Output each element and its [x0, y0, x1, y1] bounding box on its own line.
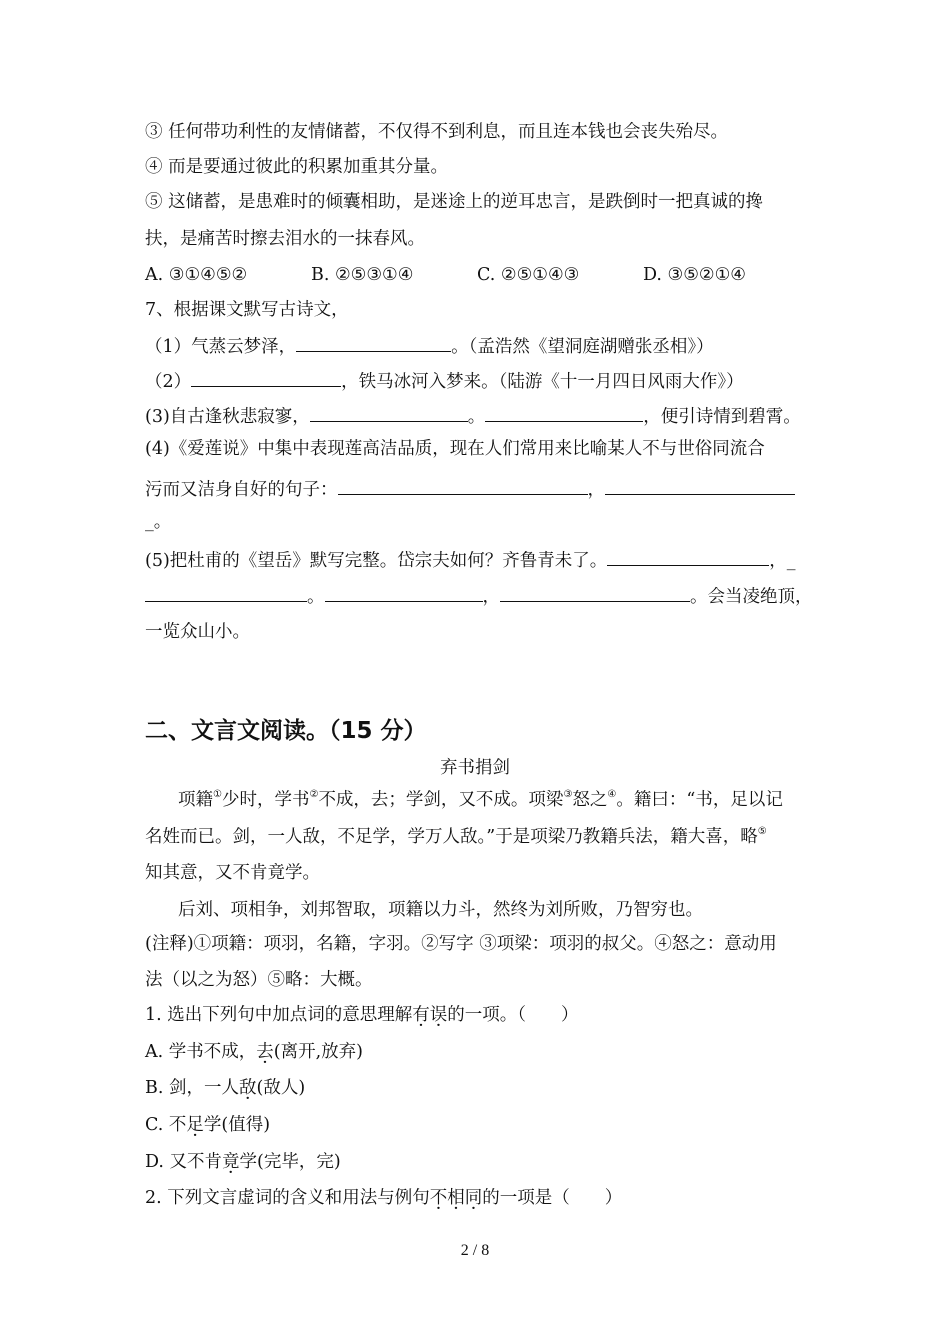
q7-5-comma-2: ， [482, 587, 500, 607]
dotted-char: 误 [429, 1005, 448, 1025]
q6-options [145, 263, 746, 287]
q7-5-text: (5)把杜甫的《望岳》默写完整。岱宗夫如何？齐鲁青未了。 [145, 551, 608, 571]
q7-item-2 [145, 368, 744, 394]
footnote-mark: ④ [607, 789, 617, 800]
text: 学(值得) [203, 1115, 271, 1135]
text: 不成，去；学剑，又不成。项梁 [318, 790, 564, 810]
text: 的一项。（ ） [447, 1005, 579, 1025]
dotted-char: 有 [412, 1005, 430, 1025]
footnote-mark: ⑤ [757, 826, 767, 837]
blank [485, 403, 643, 422]
q1-option-b [145, 1076, 305, 1100]
notes-line-2: 法（以之为怒）⑤略：大概。 [145, 970, 373, 990]
q7-3-punct: 。 [467, 407, 486, 427]
text: 名姓而已。剑，一人敌，不足学，学万人敌。”于是项梁乃教籍兵法，籍大喜，略 [145, 827, 758, 847]
dotted-char: 足 [186, 1115, 204, 1135]
dotted-char: 竟 [222, 1152, 240, 1172]
option-b: B. ②⑤③①④ [311, 265, 414, 285]
q7-item-1 [145, 333, 714, 359]
blank [338, 476, 588, 495]
blank [325, 583, 483, 602]
blank [296, 333, 451, 352]
q7-item-3 [145, 403, 801, 429]
text: 怒之 [572, 790, 608, 810]
dotted-char: 去 [256, 1042, 274, 1062]
question-2 [145, 1186, 622, 1210]
blank [310, 403, 468, 422]
footnote-mark: ② [309, 789, 319, 800]
q7-3-text: (3)自古逢秋悲寂寥， [145, 407, 310, 427]
passage-title: 弃书捐剑 [440, 758, 510, 778]
q1-option-c [145, 1113, 270, 1137]
q7-2-label: （2） [145, 372, 192, 392]
q7-4-comma: ， [587, 480, 605, 500]
q7-5-tail: 。会当凌绝顶， [690, 587, 813, 607]
text: (离开,放弃) [273, 1042, 363, 1062]
blank [145, 583, 307, 602]
footnote-mark: ③ [563, 789, 573, 800]
sentence-4: ④ 而是要通过彼此的积累加重其分量。 [145, 157, 449, 177]
sentence-5-line-2: 扶，是痛苦时擦去泪水的一抹春风。 [145, 229, 425, 249]
question-1 [145, 1003, 579, 1027]
option-d: D. ③⑤②①④ [643, 265, 746, 285]
text: 学(完毕，完) [239, 1152, 341, 1172]
passage-para-1-line-1 [178, 788, 783, 812]
q7-5-comma: ，_ [769, 551, 796, 571]
dotted-char: 敌 [239, 1078, 257, 1098]
blank [605, 476, 795, 495]
q7-1-text: （1）气蒸云梦泽， [145, 337, 297, 357]
text: 。籍曰：“书，足以记 [616, 790, 783, 810]
q7-item-5-line-3: 一览众山小。 [145, 622, 250, 642]
sentence-3: ③ 任何带功利性的友情储蓄，不仅得不到利息，而且连本钱也会丧失殆尽。 [145, 122, 729, 142]
q7-item-5-line-2 [145, 583, 813, 609]
text: 的一项是（ ） [482, 1188, 623, 1208]
q7-4-text: 污而又洁身自好的句子： [145, 480, 338, 500]
q7-item-4-line-1: (4)《爱莲说》中集中表现莲高洁品质，现在人们常用来比喻某人不与世俗同流合 [145, 439, 765, 459]
blank [191, 368, 341, 387]
dotted-char: 同 [464, 1188, 483, 1208]
q7-1-source: 。（孟浩然《望洞庭湖赠张丞相》） [451, 337, 714, 357]
text: (敌人) [256, 1078, 306, 1098]
text: A. 学书不成， [145, 1042, 257, 1062]
text: C. 不 [145, 1115, 187, 1135]
text: 2. 下列文言虚词的含义和用法与例句 [145, 1188, 430, 1208]
q1-option-a [145, 1040, 363, 1064]
blank [500, 583, 690, 602]
passage-para-2: 后刘、项相争，刘邦智取，项籍以力斗，然终为刘所败，乃智穷也。 [178, 900, 703, 920]
section-heading: 二、文言文阅读。（15 分） [145, 718, 427, 744]
q7-title: 7、根据课文默写古诗文， [145, 300, 349, 320]
text: B. 剑，一人 [145, 1078, 239, 1098]
q7-item-4-line-3: _。 [145, 512, 172, 532]
dotted-char: 相 [447, 1188, 465, 1208]
notes-line-1: (注释)①项籍：项羽，名籍，字羽。②写字 ③项梁：项羽的叔父。④怒之：意动用 [145, 934, 777, 954]
q7-item-5-line-1 [145, 547, 796, 573]
text: 少时，学书 [221, 790, 310, 810]
text: 项籍 [178, 790, 213, 810]
sentence-5-line-1: ⑤ 这储蓄，是患难时的倾囊相助，是迷途上的逆耳忠言，是跌倒时一把真诚的搀 [145, 192, 764, 212]
dotted-char: 不 [429, 1188, 448, 1208]
q7-3-tail: ，便引诗情到碧霄。 [643, 407, 801, 427]
text: D. 又不肯 [145, 1152, 223, 1172]
page-number: 2 / 8 [460, 1242, 490, 1259]
q7-5-punct: 。 [307, 587, 325, 607]
blank [607, 547, 769, 566]
q1-option-d [145, 1150, 341, 1174]
passage-para-1-line-3: 知其意，又不肯竟学。 [145, 863, 320, 883]
footnote-mark: ① [213, 789, 222, 800]
option-a: A. ③①④⑤② [145, 265, 248, 285]
q7-item-4-line-2 [145, 476, 795, 502]
passage-para-1-line-2 [145, 825, 767, 849]
q7-2-text: ，铁马冰河入梦来。（陆游《十一月四日风雨大作》） [341, 372, 744, 392]
option-c: C. ②⑤①④③ [477, 265, 580, 285]
text: 1. 选出下列句中加点词的意思理解 [145, 1005, 413, 1025]
